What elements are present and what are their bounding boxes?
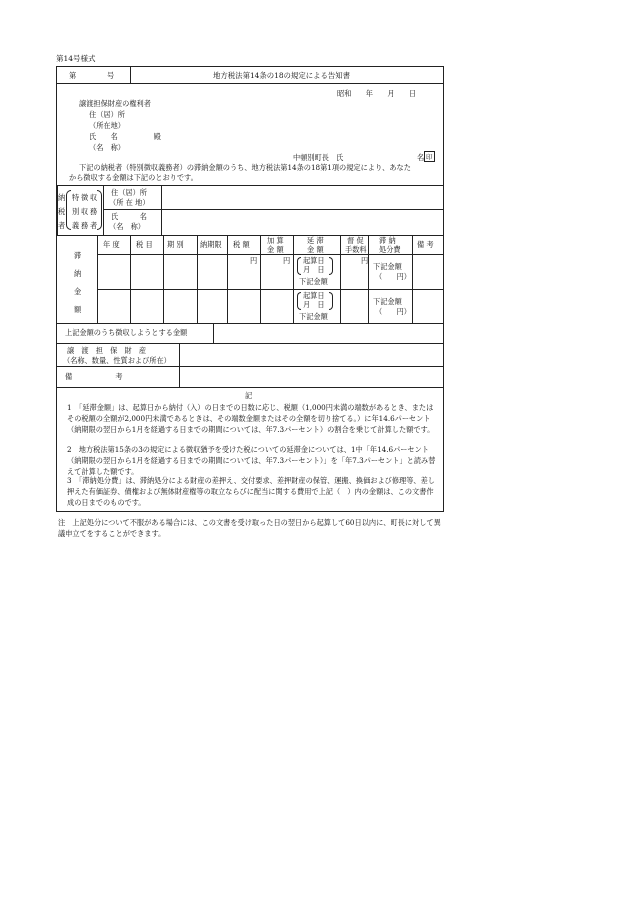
row2-note-amount: 下記金額 — [299, 312, 328, 321]
col-remarks: 備 考 — [417, 240, 434, 249]
row1-demand-fee-unit: 円 — [361, 256, 369, 265]
row2-calc-start: 起算日 — [303, 291, 325, 300]
col-disposal-cost-1: 滞 納 — [379, 236, 396, 245]
form-number-label: 第14号様式 — [56, 54, 96, 63]
collector-char-2: 収 — [81, 207, 89, 216]
row1-surcharge-unit: 円 — [283, 256, 291, 265]
recipient-heading: 譲渡担保財産の権利者 — [79, 99, 151, 108]
taxpayer-bracket-right — [97, 190, 102, 230]
col-period: 期 別 — [167, 240, 184, 249]
col-tax-item: 税 目 — [136, 240, 153, 249]
note-item-3: 3 「滞納処分費」は、滞納処分による財産の差押え、交付要求、差押財産の保管、運搬、換価および修理等、差し押えた有価証券、債権および無体財産権等の取立ならびに配当に関する費用で上記（ ）内の金額は、この文書作成の日までのものです。 — [67, 476, 435, 507]
intro-line-2: から徴収する金額は下記のとおりです。 — [69, 173, 198, 182]
row1-tax-amount-unit: 円 — [250, 256, 258, 265]
col-due-date: 納期限 — [200, 240, 222, 249]
number-label: 第 — [69, 71, 77, 80]
note-item-1: 1 「延滞金額」は、起算日から納付（入）の日までの日数に応じ、税額（1,000円未満の端数があるとき、またはその税額の全額が2,000円未満であるときは、その端数金額またはその全額を切り捨てる。）に年14.6パーセント（納期限の翌日から1月を経過する日までの期間については、年7.3パーセント）の割合を乗じて計算した額です。 — [67, 403, 435, 434]
taxpayer-address-label: 住（居）所 — [111, 188, 147, 197]
recipient-corp-name-label: （名 称） — [89, 143, 125, 152]
taxpayer-char-3: 者 — [58, 221, 66, 230]
mayor-name-char: 名 — [417, 153, 425, 162]
notes-heading: 記 — [245, 391, 253, 400]
delinquent-side-char-2: 納 — [74, 269, 82, 278]
delinquent-side-char-3: 金 — [74, 287, 82, 296]
delinquent-side-char-4: 額 — [74, 305, 82, 314]
collector-char-1: 徴 — [81, 193, 89, 202]
intro-line-1: 下記の納税者（特別徴収義務者）の滞納金額のうち、地方税法第14条の18第1項の規定により、あなた — [79, 163, 411, 172]
row2-disposal-paren: （ 円） — [375, 307, 411, 316]
col-tax-amount: 税 額 — [233, 240, 250, 249]
notice-form — [56, 66, 444, 512]
taxpayer-location-label: （所 在 地） — [109, 198, 150, 207]
seal-char: 印 — [426, 153, 433, 161]
collect-amount-label: 上記金額のうち徴収しようとする金額 — [65, 328, 188, 337]
recipient-address-label: 住（居）所 — [89, 110, 125, 119]
col-demand-fee-2: 手数料 — [345, 245, 367, 254]
col-fiscal-year: 年 度 — [103, 240, 120, 249]
note-item-2: 2 地方税法第15条の3の規定による徴収猶予を受けた税についての延滞金については、1中「年14.6パーセント（納期限の翌日から1月を経過する日までの期間については、年7.3パーセント）」を「年7.3パーセント」と読み替えて計算した額です。 — [67, 445, 436, 476]
number-suffix: 号 — [107, 71, 115, 80]
recipient-location-label: （所在地） — [89, 121, 125, 130]
appeal-footnote: 注 上記処分について不服がある場合には、この文書を受け取った日の翌日から起算して60日以内に、町長に対して異議申立てをすることができます。 — [58, 518, 441, 539]
date-line: 昭和 年 月 日 — [337, 89, 417, 98]
special-collector-char-2: 別 — [72, 207, 80, 216]
row1-calc-start: 起算日 — [303, 256, 325, 265]
delinquent-side-char-1: 滞 — [74, 251, 82, 260]
taxpayer-char-2: 税 — [58, 207, 66, 216]
col-delinquency-charge-1: 延 滞 — [307, 236, 324, 245]
remarks-label: 備 考 — [65, 372, 123, 381]
header-bottom-line — [57, 83, 443, 84]
special-collector-char-3: 義 — [72, 221, 80, 230]
taxpayer-char-1: 納 — [58, 193, 66, 202]
row1-note-amount: 下記金額 — [299, 277, 328, 286]
collateral-label: 譲 渡 担 保 財 産 — [67, 346, 147, 355]
collector-char-3: 務 — [81, 221, 89, 230]
row1-month-day: 月 日 — [303, 265, 325, 274]
mayor-label: 中頓別町長 氏 — [293, 153, 344, 162]
obligor-char-3: 者 — [90, 221, 98, 230]
col-demand-fee-1: 督 促 — [347, 236, 364, 245]
taxpayer-name-label: 氏 名 — [111, 212, 147, 221]
recipient-bottom-line — [57, 185, 443, 186]
taxpayer-corp-name-label: （名 称） — [109, 222, 145, 231]
header-divider — [130, 67, 131, 83]
special-collector-char-1: 特 — [72, 193, 80, 202]
row2-month-day: 月 日 — [303, 300, 325, 309]
row1-disposal-note: 下記金額 — [373, 262, 402, 271]
row1-disposal-paren: （ 円） — [375, 272, 411, 281]
taxpayer-bracket-left — [66, 190, 71, 230]
col-surcharge-2: 金 額 — [267, 245, 284, 254]
delinquent-bottom-line — [57, 323, 443, 324]
form-title: 地方税法第14条の18の規定による告知書 — [213, 71, 351, 80]
obligor-char-2: 務 — [90, 207, 98, 216]
recipient-name-label: 氏 名 殿 — [89, 132, 161, 141]
row2-disposal-note: 下記金額 — [373, 297, 402, 306]
obligor-char-1: 収 — [90, 193, 98, 202]
col-disposal-cost-2: 処分費 — [379, 245, 401, 254]
col-delinquency-charge-2: 金 額 — [307, 245, 324, 254]
collateral-sub-label: （名称、数量、性質および所在） — [63, 356, 171, 365]
col-surcharge-1: 加 算 — [267, 236, 284, 245]
